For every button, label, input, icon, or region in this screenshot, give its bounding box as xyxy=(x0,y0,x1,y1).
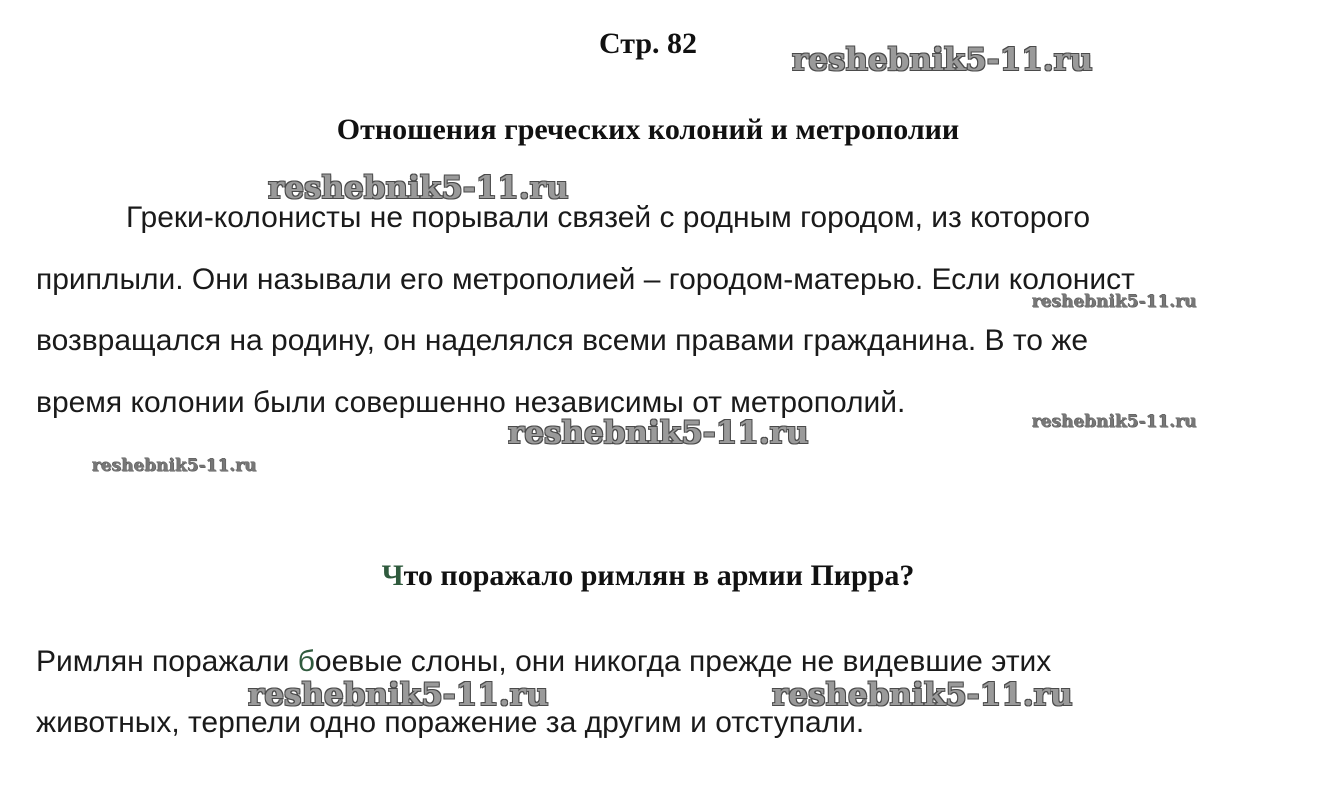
section-title-pyrrhus xyxy=(0,556,1296,596)
answer-prefix: Римлян поражали xyxy=(36,645,298,678)
answer-rest: оевые слоны, они никогда прежде не видевшие этих xyxy=(314,645,1052,678)
answer-line xyxy=(36,642,1051,682)
title-first-letter: Ч xyxy=(381,559,404,592)
watermark: reshebnik5-11.ru xyxy=(248,677,549,713)
paragraph-line: время колонии были совершенно независимы от метрополий. xyxy=(36,386,906,419)
section-title-colonies: Отношения греческих колоний и метрополии xyxy=(336,113,960,146)
watermark: reshebnik5-11.ru xyxy=(1032,292,1197,312)
watermark: reshebnik5-11.ru xyxy=(792,42,1093,78)
title-rest: то поражало римлян в армии Пирра? xyxy=(403,559,915,592)
page-number: Стр. 82 xyxy=(598,27,698,60)
answer-highlight-letter: б xyxy=(297,645,315,678)
paragraph-line: возвращался на родину, он наделялся всеми правами гражданина. В то же xyxy=(36,324,1089,357)
watermark: reshebnik5-11.ru xyxy=(772,677,1073,713)
watermark: reshebnik5-11.ru xyxy=(1032,412,1197,432)
watermark: reshebnik5-11.ru xyxy=(268,170,569,206)
paragraph-line: приплыли. Они называли его метрополией – городом-матерью. Если колонист xyxy=(36,263,1135,296)
answer-line: животных, терпели одно поражение за другим и отступали. xyxy=(36,706,865,739)
watermark: reshebnik5-11.ru xyxy=(92,456,257,476)
paragraph-line: Греки-колонисты не порывали связей с родным городом, из которого xyxy=(126,201,1091,234)
watermark: reshebnik5-11.ru xyxy=(508,415,809,451)
